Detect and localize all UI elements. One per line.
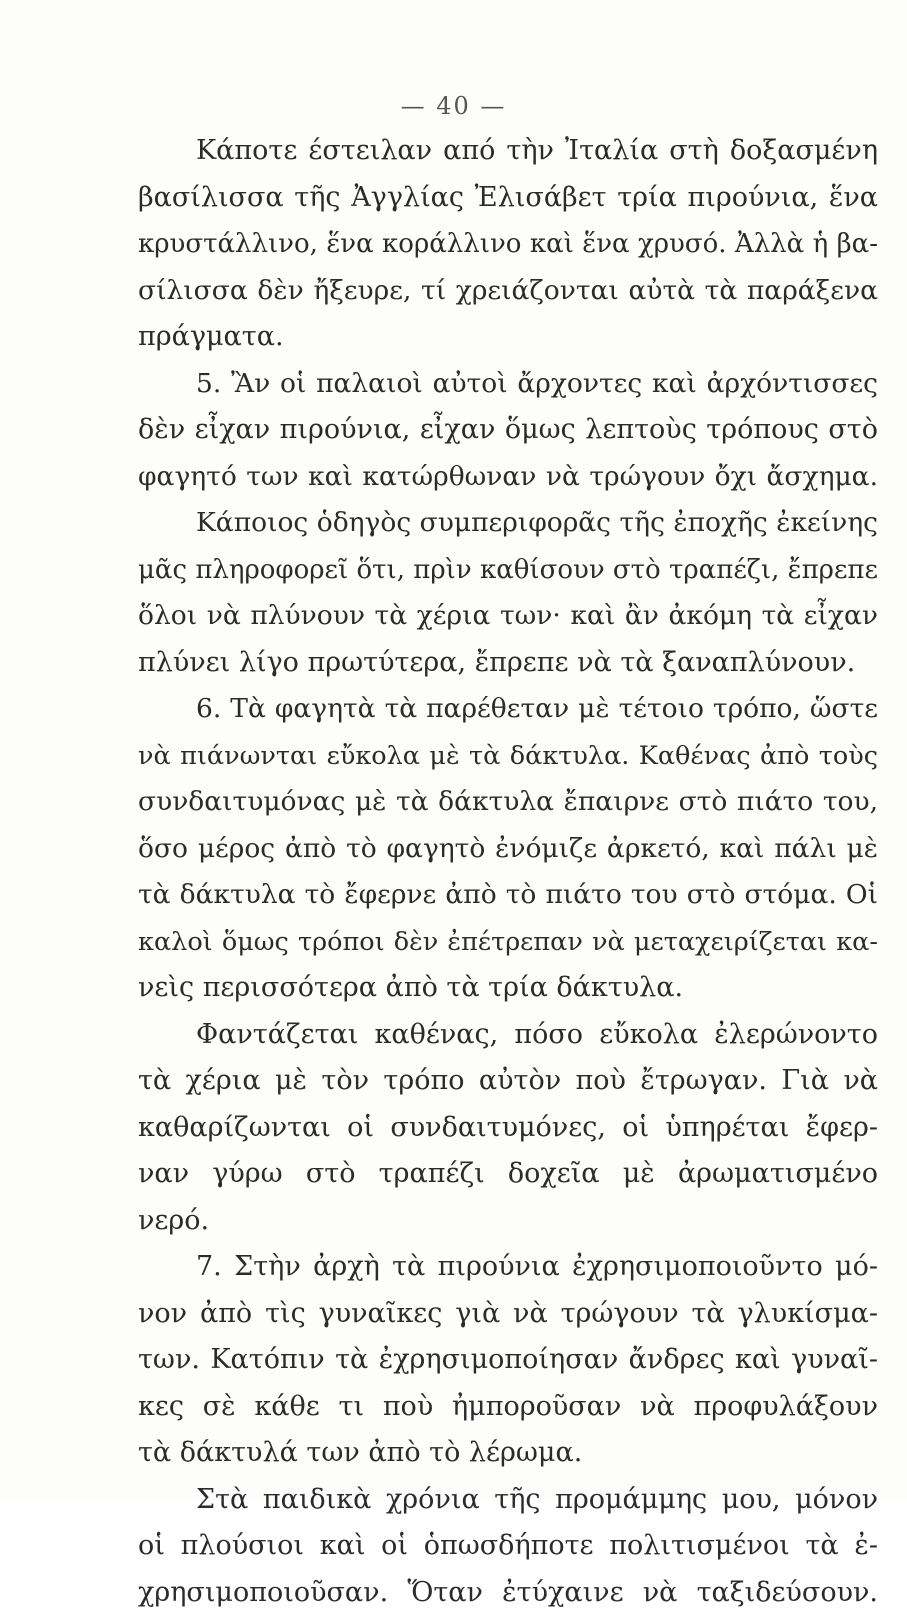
text-line: ὅσο μέρος ἀπὸ τὸ φαγητὸ ἐνόμιζε ἀρκετό, καὶ πάλι μὲ [138,826,878,873]
text-line: οἱ πλούσιοι καὶ οἱ ὁπωσδήποτε πολιτισμένοι τὰ ἐ- [138,1523,878,1570]
text-line: μᾶς πληροφορεῖ ὅτι, πρὶν καθίσουν στὸ τραπέζι, ἔπρεπε [138,547,878,594]
text-line: 6. Τὰ φαγητὰ τὰ παρέθεταν μὲ τέτοιο τρόπο, ὥστε [138,686,878,733]
text-line: καθαρίζωνται οἱ συνδαιτυμόνες, οἱ ὑπηρέται ἔφερ- [138,1105,878,1152]
text-line: νὰ πιάνωνται εὔκολα μὲ τὰ δάκτυλα. Καθένας ἀπὸ τοὺς [138,733,878,780]
text-line: κρυστάλλινο, ἕνα κοράλλινο καὶ ἕνα χρυσό. Ἀλλὰ ἡ βα- [138,221,878,268]
text-line: καλοὶ ὅμως τρόποι δὲν ἐπέτρεπαν νὰ μεταχειρίζεται κα- [138,919,878,966]
text-line: 5. Ἂν οἱ παλαιοὶ αὐτοὶ ἄρχοντες καὶ ἀρχόντισσες [138,361,878,408]
text-line: χρησιμοποιοῦσαν. Ὅταν ἐτύχαινε νὰ ταξιδεύσουν. [138,1570,878,1616]
text-line: Φαντάζεται καθένας, πόσο εὔκολα ἐλερώνοντο [138,1012,878,1059]
text-line: τὰ χέρια μὲ τὸν τρόπο αὐτὸν ποὺ ἔτρωγαν. Γιὰ νὰ [138,1058,878,1105]
text-line: σίλισσα δὲν ἤξευρε, τί χρειάζονται αὐτὰ τὰ παράξενα [138,268,878,315]
text-line: δὲν εἶχαν πιρούνια, εἶχαν ὅμως λεπτοὺς τρόπους στὸ [138,407,878,454]
text-line: τὰ δάκτυλά των ἀπὸ τὸ λέρωμα. [138,1430,878,1477]
text-line: νερό. [138,1198,878,1245]
text-line: νεὶς περισσότερα ἀπὸ τὰ τρία δάκτυλα. [138,965,878,1012]
text-line: τὰ δάκτυλα τὸ ἔφερνε ἀπὸ τὸ πιάτο του στὸ στόμα. Οἱ [138,872,878,919]
text-line: βασίλισσα τῆς Ἀγγλίας Ἐλισάβετ τρία πιρούνια, ἕνα [138,175,878,222]
text-line: φαγητό των καὶ κατώρθωναν νὰ τρώγουν ὄχι ἄσχημα. [138,454,878,501]
text-line: Κάποιος ὁδηγὸς συμπεριφορᾶς τῆς ἐποχῆς ἐκείνης [138,500,878,547]
page-number: — 40 — [0,92,907,120]
text-line: ὅλοι νὰ πλύνουν τὰ χέρια των· καὶ ἂν ἀκόμη τὰ εἶχαν [138,593,878,640]
text-line: 7. Στὴν ἀρχὴ τὰ πιρούνια ἐχρησιμοποιοῦντο μό- [138,1244,878,1291]
text-line: ναν γύρω στὸ τραπέζι δοχεῖα μὲ ἀρωματισμένο [138,1151,878,1198]
text-line: Στὰ παιδικὰ χρόνια τῆς προμάμμης μου, μόνον [138,1477,878,1524]
text-line: νον ἀπὸ τὶς γυναῖκες γιὰ νὰ τρώγουν τὰ γλυκίσμα- [138,1291,878,1338]
body-text [138,128,878,1616]
text-line: Κάποτε έστειλαν από τὴν Ἰταλία στὴ δοξασμένη [138,128,878,175]
text-line: πράγματα. [138,314,878,361]
text-line: των. Κατόπιν τὰ ἐχρησιμοποίησαν ἄνδρες καὶ γυναῖ- [138,1337,878,1384]
text-line: συνδαιτυμόνας μὲ τὰ δάκτυλα ἔπαιρνε στὸ πιάτο του, [138,779,878,826]
text-line: πλύνει λίγο πρωτύτερα, ἔπρεπε νὰ τὰ ξαναπλύνουν. [138,640,878,687]
text-line: κες σὲ κάθε τι ποὺ ἠμποροῦσαν νὰ προφυλάξουν [138,1384,878,1431]
